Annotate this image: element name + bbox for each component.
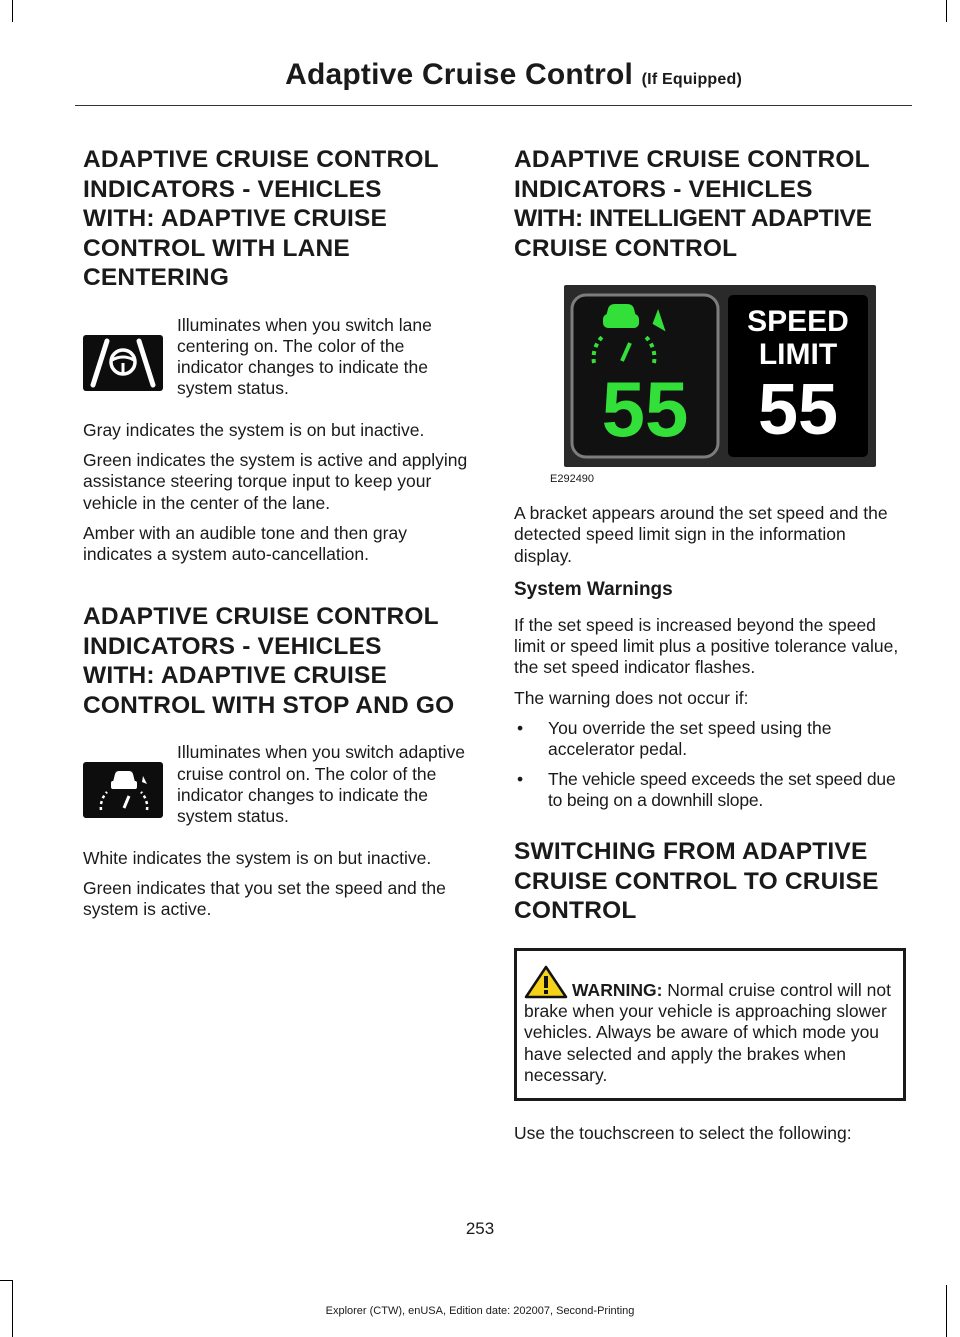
heading-line: CONTROL WITH STOP AND GO: [83, 691, 455, 719]
page-header-title: [285, 58, 742, 92]
heading-line: CONTROL: [514, 897, 637, 925]
adaptive-cruise-green: Green indicates that you set the speed and the system is active.: [83, 877, 446, 920]
sign-line-speed: SPEED: [747, 305, 849, 338]
heading-line: ADAPTIVE CRUISE CONTROL: [83, 603, 439, 631]
page-number: 253: [465, 1219, 495, 1238]
sign-speed-value: 55: [757, 370, 839, 450]
warning-triangle-icon: [524, 965, 568, 999]
heading-line: SWITCHING FROM ADAPTIVE: [514, 838, 868, 866]
intelligent-acc-display-figure: [550, 285, 876, 485]
lane-centering-gray: Gray indicates the system is on but inactive.: [83, 419, 425, 440]
speed-limit-sign: [736, 303, 860, 449]
system-warnings-heading: System Warnings: [514, 578, 673, 600]
crop-mark-top-left: [12, 0, 13, 22]
heading-line: INDICATORS - VEHICLES: [514, 175, 813, 203]
left-column: [83, 145, 475, 930]
warning-exceptions-intro: The warning does not occur if:: [514, 687, 749, 708]
set-speed-value: 55: [601, 365, 689, 453]
list-item-text: The vehicle speed exceeds the set speed due to being on a downhill slope.: [548, 768, 896, 810]
touchscreen-instruction: Use the touchscreen to select the following:: [514, 1123, 852, 1144]
header-title-suffix: (If Equipped): [641, 71, 742, 88]
section-heading-stop-and-go: [83, 602, 475, 720]
warning-exceptions-list: [514, 718, 906, 811]
bullet-char: •: [517, 768, 524, 789]
display-panel: [564, 285, 876, 467]
warning-label: WARNING:: [572, 979, 663, 1000]
bullet-char: •: [517, 718, 524, 739]
section-heading-switching: [514, 837, 906, 926]
section-heading-intelligent-acc: [514, 145, 906, 263]
heading-line: CONTROL WITH LANE: [83, 234, 350, 262]
heading-line: INDICATORS - VEHICLES: [83, 175, 382, 203]
sign-line-limit: LIMIT: [758, 338, 838, 371]
heading-line: WITH: ADAPTIVE CRUISE: [83, 662, 388, 690]
heading-line: CRUISE CONTROL TO CRUISE: [514, 867, 879, 895]
page-footer: Explorer (CTW), enUSA, Edition date: 202007, Second-Printing: [325, 1305, 635, 1317]
heading-line: WITH: ADAPTIVE CRUISE: [83, 205, 388, 232]
heading-line: ADAPTIVE CRUISE CONTROL: [83, 146, 439, 173]
lane-centering-amber: Amber with an audible tone and then gray indicates a system auto-cancellation.: [83, 522, 407, 565]
crop-mark-top-right: [946, 0, 947, 22]
adaptive-cruise-indicator-icon: [83, 762, 163, 818]
list-item: [514, 718, 906, 761]
section-heading-lane-centering: [83, 145, 475, 293]
bracket-description: A bracket appears around the set speed and the detected speed limit sign in the information display.: [514, 503, 888, 566]
heading-line: INDICATORS - VEHICLES: [83, 632, 382, 660]
lane-centering-indicator-icon: [83, 335, 163, 391]
crop-mark-bottom-left-h: [0, 1280, 13, 1281]
heading-line: ADAPTIVE CRUISE CONTROL: [514, 146, 870, 173]
heading-line: CRUISE CONTROL: [514, 234, 738, 262]
adaptive-cruise-white: White indicates the system is on but inactive.: [83, 847, 432, 868]
warning-box: [514, 948, 906, 1101]
figure-code: E292490: [550, 473, 595, 485]
header-title-text: Adaptive Cruise Control: [285, 58, 634, 91]
list-item-text: You override the set speed using the accelerator pedal.: [548, 718, 832, 760]
adaptive-cruise-intro: Illuminates when you switch adaptive cruise control on. The color of the indicator changes to indicate the system status.: [177, 742, 465, 827]
lane-centering-green: Green indicates the system is active and applying assistance steering torque input to keep your vehicle in the center of the lane.: [83, 449, 468, 513]
heading-line: CENTERING: [83, 264, 230, 291]
system-warnings-text: If the set speed is increased beyond the speed limit or speed limit plus a positive tolerance value, the set speed indicator flashes.: [514, 614, 899, 678]
heading-line: WITH: INTELLIGENT ADAPTIVE: [514, 205, 872, 232]
warning-text: Normal cruise control will not brake when your vehicle is approaching slower vehicles. Always be aware of which mode you have selected and apply the brakes when necessary.: [524, 979, 891, 1085]
list-item: [514, 769, 906, 812]
lane-centering-intro: Illuminates when you switch lane centering on. The color of the indicator changes to indicate the system status.: [177, 314, 432, 399]
right-column: [514, 145, 906, 1154]
header-rule: [75, 105, 912, 106]
